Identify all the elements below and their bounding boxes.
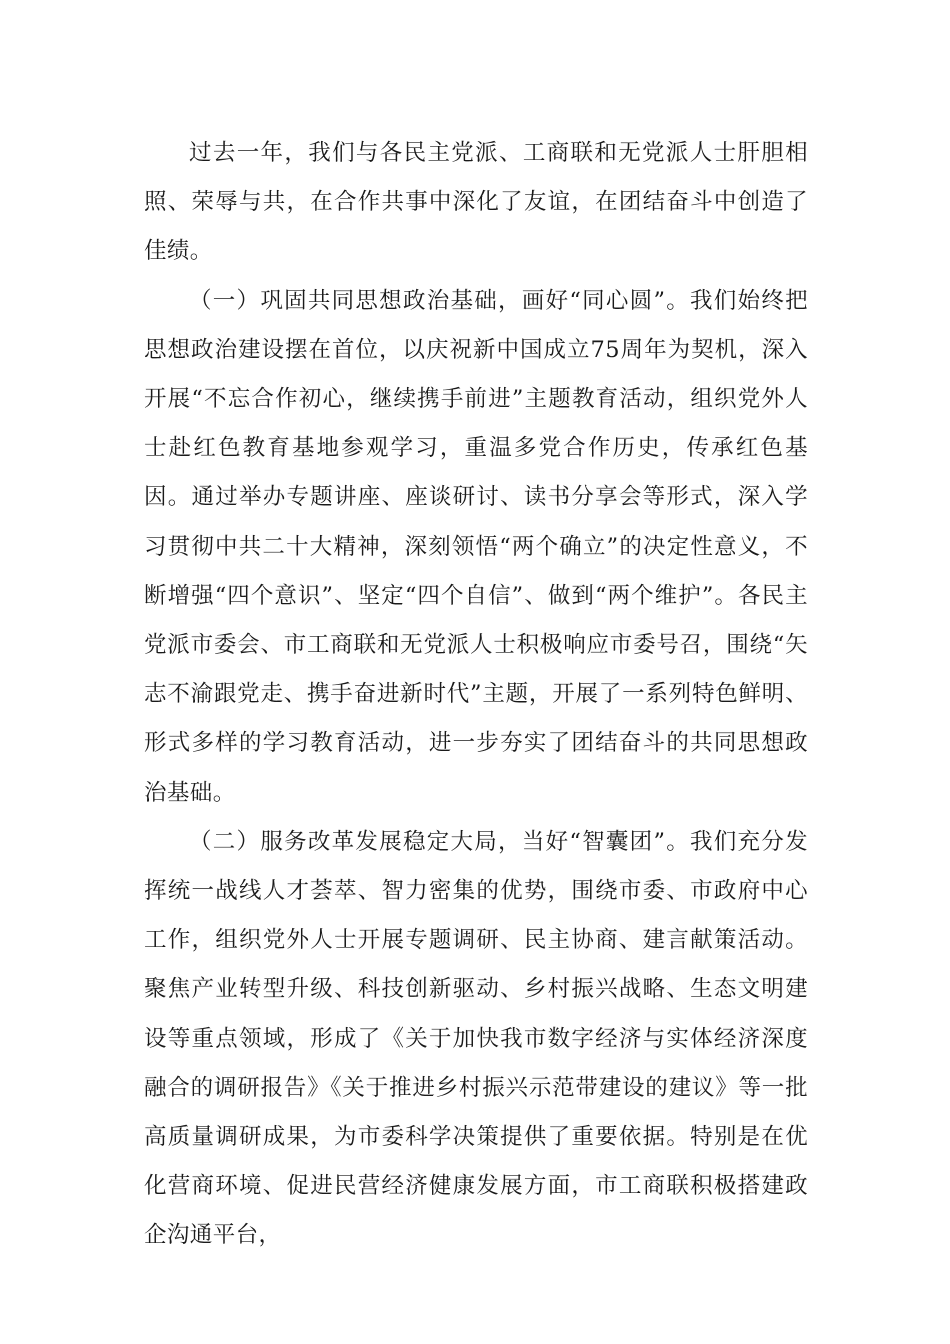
paragraph-intro: 过去一年，我们与各民主党派、工商联和无党派人士肝胆相照、荣辱与共，在合作共事中深化了友谊，在团结奋斗中创造了佳绩。 (144, 140, 808, 265)
paragraph-section-one: （一）巩固共同思想政治基础，画好“同心圆”。我们始终把思想政治建设摆在首位，以庆祝新中国成立75周年为契机，深入开展“不忘合作初心，继续携手前进”主题教育活动，组织党外人士赴红色教育基地参观学习，重温多党合作历史，传承红色基因。通过举办专题讲座、座谈研讨、读书分享会等形式，深入学习贯彻中共二十大精神，深刻领悟“两个确立”的决定性意义，不断增强“四个意识”、坚定“四个自信”、做到“两个维护”。各民主党派市委会、市工商联和无党派人士积极响应市委号召，围绕“矢志不渝跟党走、携手奋进新时代”主题，开展了一系列特色鲜明、形式多样的学习教育活动，进一步夯实了团结奋斗的共同思想政治基础。 (144, 287, 808, 806)
document-body (144, 129, 808, 1261)
paragraph-section-two: （二）服务改革发展稳定大局，当好“智囊团”。我们充分发挥统一战线人才荟萃、智力密集的优势，围绕市委、市政府中心工作，组织党外人士开展专题调研、民主协商、建言献策活动。聚焦产业转型升级、科技创新驱动、乡村振兴战略、生态文明建设等重点领域，形成了《关于加快我市数字经济与实体经济深度融合的调研报告》《关于推进乡村振兴示范带建设的建议》等一批高质量调研成果，为市委科学决策提供了重要依据。特别是在优化营商环境、促进民营经济健康发展方面，市工商联积极搭建政企沟通平台， (144, 828, 808, 1249)
